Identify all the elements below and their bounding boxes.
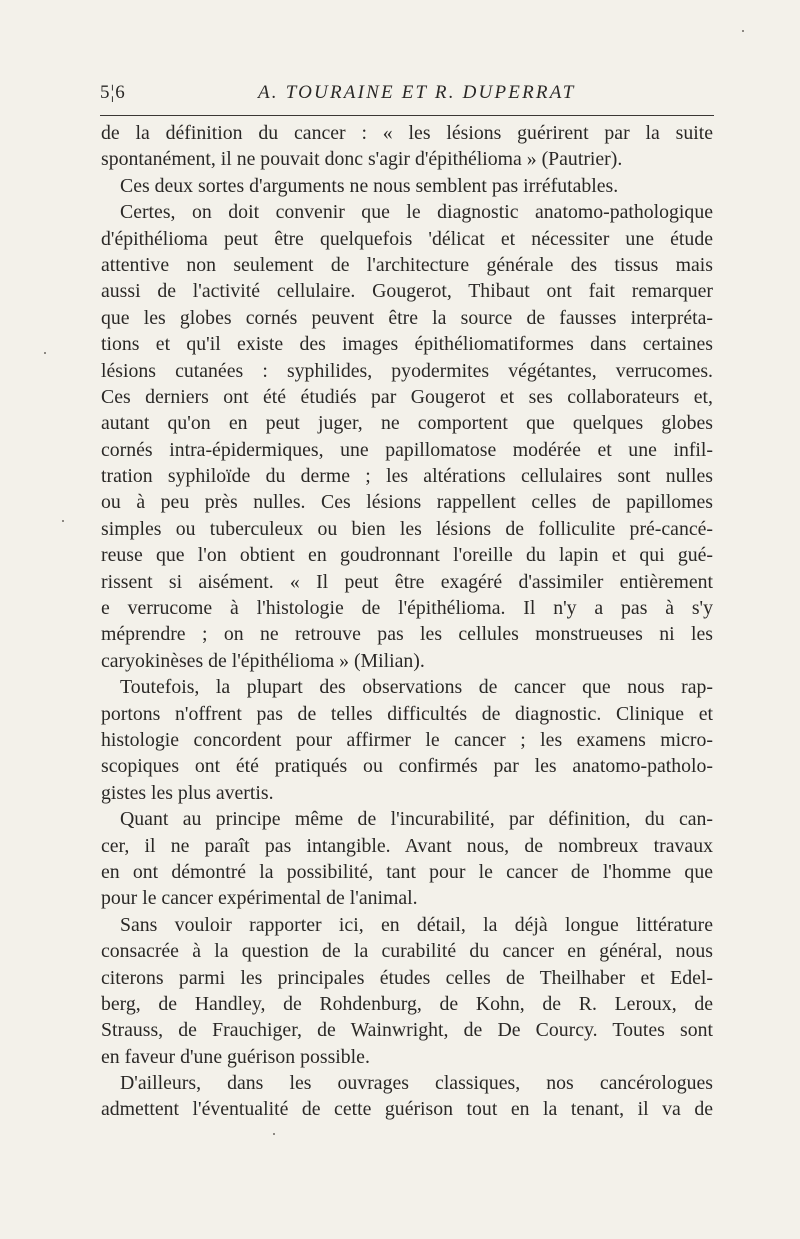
text-line: caryokinèses de l'épithélioma » (Milian). <box>101 649 425 672</box>
running-head: A. TOURAINE ET R. DUPERRAT <box>258 82 576 103</box>
text-line: Ces deux sortes d'arguments ne nous semblent pas irréfutables. <box>120 174 619 197</box>
paragraph <box>101 806 713 912</box>
text-line: Strauss, de Frauchiger, de Wainwright, de De Courcy. Toutes sont <box>101 1019 713 1042</box>
paragraph <box>101 120 713 173</box>
text-line: histologie concordent pour affirmer le cancer ; les examens micro- <box>101 728 713 751</box>
text-line: simples ou tuberculeux ou bien les lésions de folliculite pré-cancé- <box>101 517 713 540</box>
text-line: attentive non seulement de l'architecture générale des tissus mais <box>101 253 713 276</box>
paper-speck <box>273 1133 275 1135</box>
text-line: en faveur d'une guérison possible. <box>101 1045 370 1068</box>
text-line: d'épithélioma peut être quelquefois 'délicat et nécessiter une étude <box>101 227 713 250</box>
text-line: portons n'offrent pas de telles difficultés de diagnostic. Clinique et <box>101 702 713 725</box>
text-line: que les globes cornés peuvent être la source de fausses interpréta- <box>101 306 713 329</box>
text-line: consacrée à la question de la curabilité du cancer en général, nous <box>101 940 713 963</box>
text-line: tration syphiloïde du derme ; les altérations cellulaires sont nulles <box>101 465 713 488</box>
text-line: citerons parmi les principales études celles de Theilhaber et Edel- <box>101 966 713 989</box>
paper-speck <box>742 30 744 32</box>
paragraph <box>101 173 713 199</box>
text-line: en ont démontré la possibilité, tant pour le cancer de l'homme que <box>101 860 713 883</box>
paper-speck <box>62 520 64 522</box>
page-header <box>100 80 714 106</box>
text-line: tions et qu'il existe des images épithéliomatiformes dans certaines <box>101 333 713 356</box>
body-text <box>101 120 713 1123</box>
text-line: autant qu'on en peut juger, ne comportent que quelques globes <box>101 412 713 435</box>
text-line: Ces derniers ont été étudiés par Gougerot et ses collaborateurs et, <box>101 385 713 408</box>
paragraph <box>101 912 713 1070</box>
text-line: ou à peu près nulles. Ces lésions rappellent celles de papillomes <box>101 491 713 514</box>
text-line: reuse que l'on obtient en goudronnant l'oreille du lapin et qui gué- <box>101 544 713 567</box>
text-line: scopiques ont été pratiqués ou confirmés par les anatomo-patholo- <box>101 755 713 778</box>
text-line: pour le cancer expérimental de l'animal. <box>101 887 418 910</box>
text-line: Certes, on doit convenir que le diagnostic anatomo-pathologique <box>120 201 713 224</box>
text-line: Toutefois, la plupart des observations de cancer que nous rap- <box>120 676 713 699</box>
text-line: berg, de Handley, de Rohdenburg, de Kohn, de R. Leroux, de <box>101 992 713 1015</box>
text-line: de la définition du cancer : « les lésions guérirent par la suite <box>101 122 713 144</box>
paragraph <box>101 674 713 806</box>
text-line: rissent si aisément. « Il peut être exagéré d'assimiler entièrement <box>101 570 713 593</box>
text-line: aussi de l'activité cellulaire. Gougerot, Thibaut ont fait remarquer <box>101 280 713 303</box>
text-line: e verrucome à l'histologie de l'épithélioma. Il n'y a pas à s'y <box>101 597 713 620</box>
text-line: gistes les plus avertis. <box>101 781 274 804</box>
text-line: D'ailleurs, dans les ouvrages classiques, nos cancérologues <box>120 1072 713 1095</box>
text-line: spontanément, il ne pouvait donc s'agir d'épithélioma » (Pautrier). <box>101 148 623 171</box>
text-line: méprendre ; on ne retrouve pas les cellules monstrueuses ni les <box>101 623 713 646</box>
text-line: lésions cutanées : syphilides, pyodermites végétantes, verrucomes. <box>101 359 713 382</box>
paper-speck <box>44 352 46 354</box>
text-line: Sans vouloir rapporter ici, en détail, la déjà longue littérature <box>120 913 713 936</box>
text-line: Quant au principe même de l'incurabilité, par définition, du can- <box>120 808 713 831</box>
paragraph <box>101 1070 713 1123</box>
text-line: admettent l'éventualité de cette guérison tout en la tenant, il va de <box>101 1098 713 1121</box>
page-number: 5¦6 <box>100 82 126 103</box>
text-line: cer, il ne paraît pas intangible. Avant nous, de nombreux travaux <box>101 834 713 857</box>
header-rule <box>100 115 714 116</box>
text-line: cornés intra-épidermiques, une papillomatose modérée et une infil- <box>101 438 713 461</box>
paragraph <box>101 199 713 674</box>
